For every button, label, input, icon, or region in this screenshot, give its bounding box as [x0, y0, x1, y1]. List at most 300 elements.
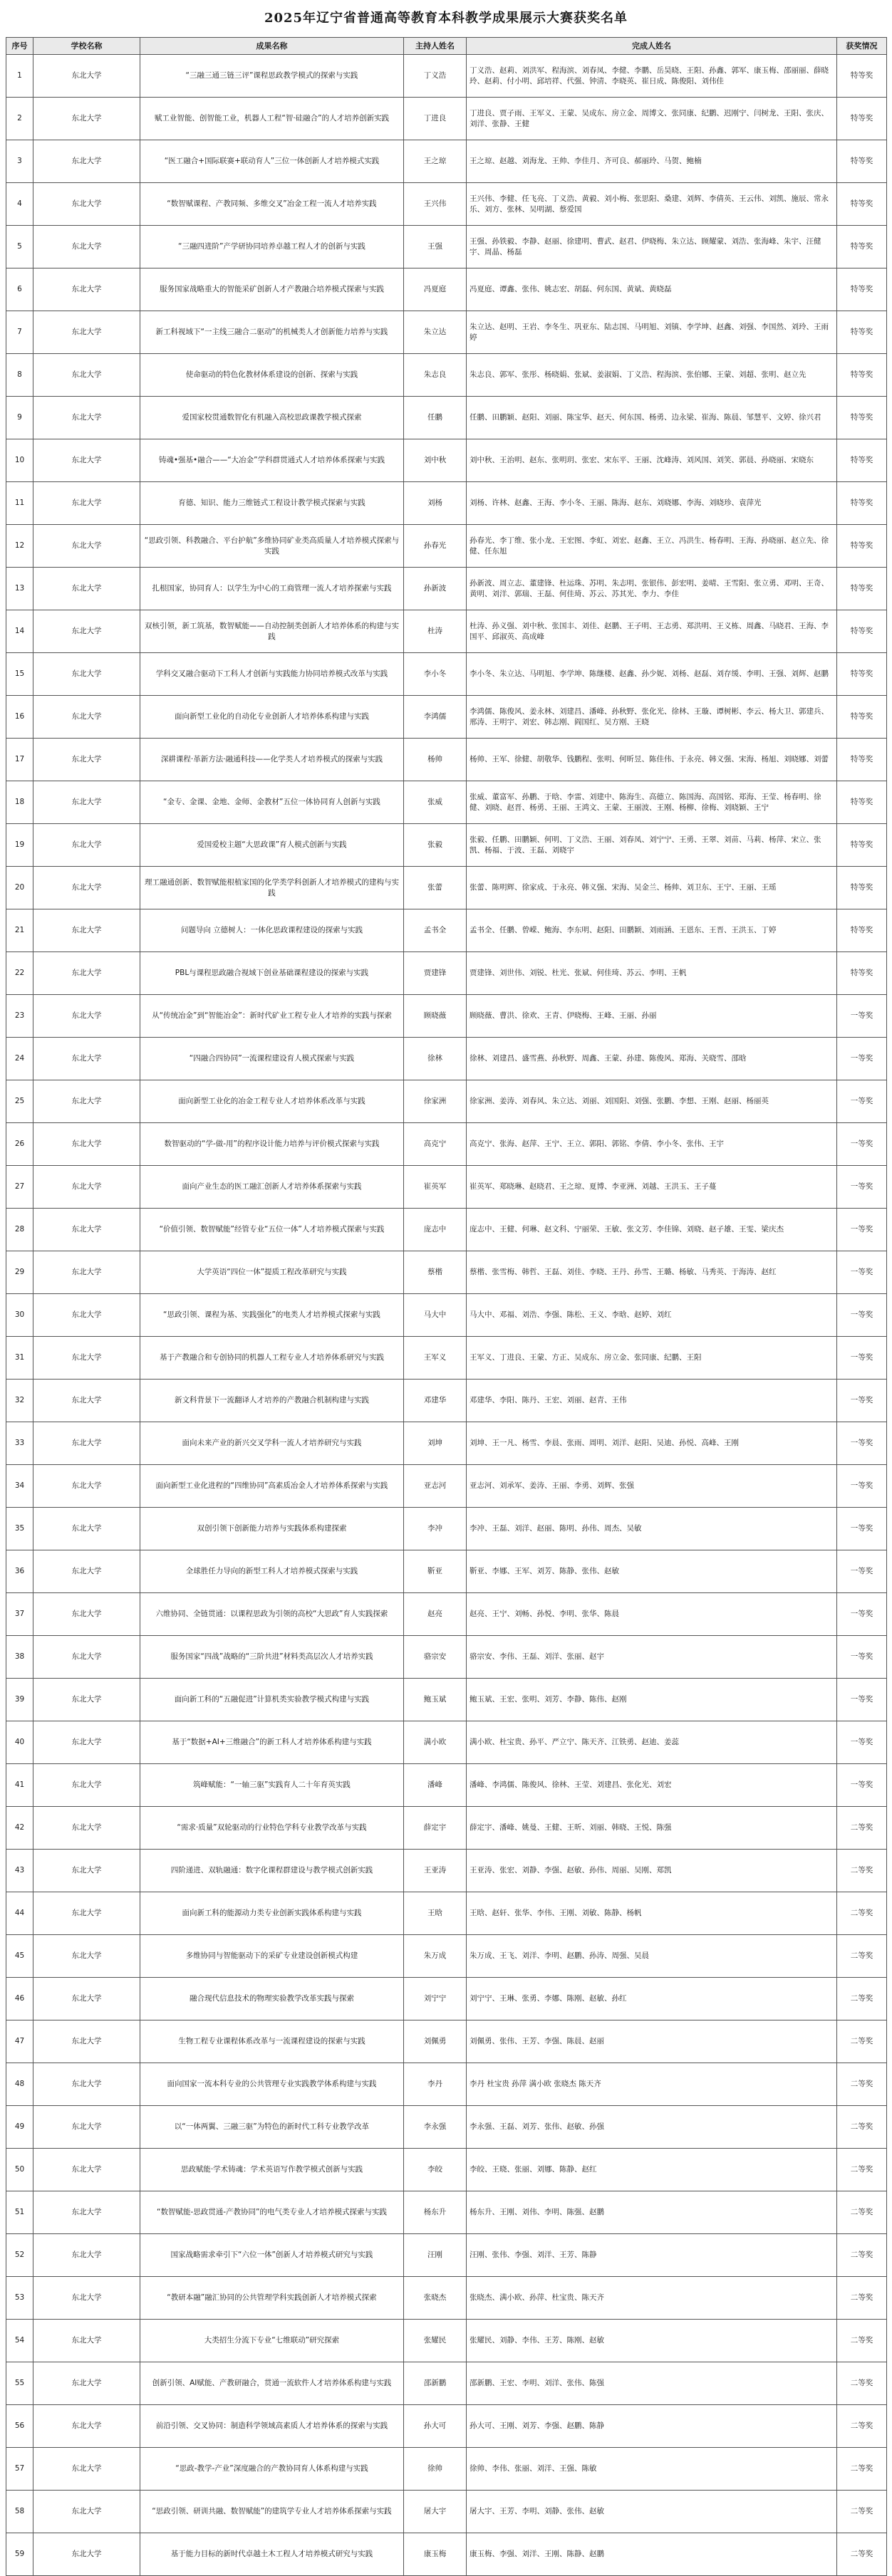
cell-school-name	[33, 739, 140, 781]
table-row	[6, 439, 887, 482]
table-row	[6, 739, 887, 781]
cell-row-number	[6, 1807, 33, 1850]
cell-school-name	[33, 1679, 140, 1721]
cell-member-names	[467, 2234, 837, 2277]
school-name: 东北大学	[71, 157, 102, 165]
award-level: 一等奖	[850, 1182, 873, 1191]
cell-school-name	[33, 482, 140, 525]
award-level: 一等奖	[850, 1011, 873, 1020]
member-names: 薛定宇、潘峰、姚曼、王健、王昕、刘丽、韩晓、王悦、陈强	[470, 1823, 672, 1832]
school-name: 东北大学	[71, 2208, 102, 2216]
member-names: 杨帅、王军、徐健、胡敬华、钱鹏程、张明、何昕昱、陈佳伟、于永亮、韩义强、宋海、杨旭、刘晓娜、刘蕾	[470, 755, 829, 763]
host-name: 赵亮	[427, 1610, 442, 1618]
award-level: 一等奖	[850, 1310, 873, 1319]
cell-achievement-title	[140, 2320, 404, 2362]
table-row	[6, 397, 887, 439]
award-level: 二等奖	[850, 2421, 873, 2430]
cell-host-name	[404, 1892, 467, 1935]
cell-school-name	[33, 1935, 140, 1978]
cell-achievement-title	[140, 1550, 404, 1593]
achievement-title: 基于“数据+AI+三维融合”的新工科人才培养体系构建与实践	[172, 1738, 372, 1746]
award-level: 特等奖	[850, 969, 873, 977]
row-number: 39	[14, 1695, 25, 1704]
cell-achievement-title	[140, 2362, 404, 2405]
cell-school-name	[33, 2491, 140, 2533]
column-header-no: 序号	[6, 38, 33, 55]
cell-school-name	[33, 1807, 140, 1850]
member-names: 徐帅、李伟、张丽、刘洋、王强、陈敏	[470, 2464, 597, 2473]
cell-row-number	[6, 696, 33, 739]
achievement-title: “三融四进阶”产学研协同培养卓越工程人才的创新与实践	[178, 242, 365, 251]
achievement-title: 服务国家“四战”战略的“三阶共进”材料类高层次人才培养实践	[170, 1652, 373, 1661]
cell-host-name	[404, 397, 467, 439]
table-row	[6, 2063, 887, 2106]
member-names: 刘坤、王一凡、杨雪、李晨、张雨、周明、刘洋、赵阳、吴迪、孙悦、高峰、王刚	[470, 1439, 739, 1447]
cell-award-level	[837, 1337, 887, 1380]
award-level: 特等奖	[850, 499, 873, 507]
award-level: 特等奖	[850, 242, 873, 251]
row-number: 14	[14, 627, 25, 635]
achievement-title: 基于能力目标的新时代卓越土木工程人才培养模式研究与实践	[170, 2550, 373, 2558]
cell-member-names	[467, 1422, 837, 1465]
member-names: 刘宁宁、王琳、张勇、李娜、陈刚、赵敏、孙红	[470, 1994, 627, 2003]
cell-host-name	[404, 867, 467, 909]
cell-achievement-title	[140, 268, 404, 311]
cell-host-name	[404, 2149, 467, 2191]
host-name: 张毅	[427, 840, 442, 849]
cell-award-level	[837, 2234, 887, 2277]
award-level: 特等奖	[850, 584, 873, 593]
award-level: 特等奖	[850, 627, 873, 635]
award-level: 特等奖	[850, 71, 873, 80]
host-name: 刘佩勇	[423, 2037, 447, 2045]
cell-host-name	[404, 2533, 467, 2576]
cell-member-names	[467, 2277, 837, 2320]
school-name: 东北大学	[71, 1140, 102, 1148]
row-number: 20	[14, 883, 25, 892]
achievement-title: 四阶递进、双轨融通：数字化课程群建设与教学模式创新实践	[170, 1866, 373, 1874]
cell-school-name	[33, 354, 140, 397]
cell-row-number	[6, 1721, 33, 1764]
row-number: 3	[17, 157, 22, 165]
cell-achievement-title	[140, 1935, 404, 1978]
cell-school-name	[33, 1636, 140, 1679]
table-row	[6, 824, 887, 867]
host-name: 徐帅	[427, 2464, 442, 2473]
school-name: 东北大学	[71, 798, 102, 806]
row-number: 48	[14, 2080, 25, 2088]
cell-host-name	[404, 1422, 467, 1465]
cell-award-level	[837, 1935, 887, 1978]
cell-row-number	[6, 2491, 33, 2533]
cell-achievement-title	[140, 1422, 404, 1465]
cell-award-level	[837, 268, 887, 311]
achievement-title: 创新引领、AI赋能、产教研融合，贯通一流软件人才培养体系构建与实践	[152, 2379, 392, 2387]
school-name: 东北大学	[71, 1567, 102, 1575]
cell-achievement-title	[140, 781, 404, 824]
award-level: 二等奖	[850, 2037, 873, 2045]
row-number: 11	[14, 499, 25, 507]
cell-school-name	[33, 1593, 140, 1636]
cell-member-names	[467, 268, 837, 311]
member-names: 杨东升、王刚、刘伟、李明、陈强、赵鹏	[470, 2208, 604, 2216]
cell-award-level	[837, 2362, 887, 2405]
award-level: 特等奖	[850, 798, 873, 806]
cell-achievement-title	[140, 2020, 404, 2063]
cell-member-names	[467, 995, 837, 1038]
host-name: 满小欧	[423, 1738, 447, 1746]
cell-school-name	[33, 2448, 140, 2491]
host-name: 高克宁	[423, 1140, 447, 1148]
cell-row-number	[6, 1294, 33, 1337]
cell-host-name	[404, 268, 467, 311]
achievement-title: 思政赋能·学术铸魂：学术英语写作教学模式创新与实践	[180, 2165, 363, 2174]
school-name: 东北大学	[71, 1268, 102, 1276]
cell-member-names	[467, 1508, 837, 1550]
table-row	[6, 653, 887, 696]
cell-member-names	[467, 1465, 837, 1508]
member-names: 刘佩勇、张伟、王芳、李强、陈晨、赵丽	[470, 2037, 604, 2045]
member-names: 张威、董富军、孙鹏、于晗、李雷、刘建中、陈海生、高德立、陈国海、高国铭、郑海、王莹、杨春明、徐健、刘晓、赵晋、杨勇、王丽、王鸿文、王蒙、王丽波、王刚、杨柳、徐梅、刘晓颖、王宁	[470, 792, 821, 812]
award-level: 二等奖	[850, 2251, 873, 2259]
cell-row-number	[6, 568, 33, 610]
award-level: 二等奖	[850, 2293, 873, 2302]
award-level: 二等奖	[850, 1909, 873, 1917]
cell-member-names	[467, 653, 837, 696]
cell-member-names	[467, 226, 837, 268]
host-name: 任鹏	[427, 413, 442, 422]
member-names: 满小欧、杜宝贵、孙平、严立宁、陈天齐、江铁勇、赵迪、姜蕊	[470, 1738, 679, 1746]
table-row	[6, 1807, 887, 1850]
cell-row-number	[6, 439, 33, 482]
achievement-title: “思政引领、研训共融、数智赋能”的建筑学专业人才培养体系探索与实践	[152, 2507, 392, 2515]
cell-row-number	[6, 525, 33, 568]
achievement-title: 融合现代信息技术的物理实验教学改革实践与探索	[190, 1994, 354, 2003]
achievement-title: 问题导向 立德树人：一体化思政课程建设的探索与实践	[180, 926, 363, 934]
member-names: 亚志河、刘承军、姜涛、王丽、李勇、刘辉、张强	[470, 1481, 634, 1490]
cell-member-names	[467, 1294, 837, 1337]
row-number: 40	[14, 1738, 25, 1746]
cell-host-name	[404, 2405, 467, 2448]
cell-member-names	[467, 1978, 837, 2020]
cell-award-level	[837, 439, 887, 482]
cell-achievement-title	[140, 2191, 404, 2234]
row-number: 35	[14, 1524, 25, 1533]
cell-school-name	[33, 696, 140, 739]
cell-row-number	[6, 2320, 33, 2362]
achievement-title: 面向未来产业的新兴交叉学科一流人才培养研究与实践	[182, 1439, 362, 1447]
cell-school-name	[33, 1038, 140, 1080]
table-row	[6, 2320, 887, 2362]
cell-school-name	[33, 1294, 140, 1337]
host-name: 杨帅	[427, 755, 442, 763]
award-level: 二等奖	[850, 2208, 873, 2216]
member-names: 崔英军、郑晓琳、赵晓君、王之琼、夏博、李亚洲、刘越、王洪玉、王子蔓	[470, 1182, 717, 1191]
cell-member-names	[467, 2063, 837, 2106]
cell-host-name	[404, 909, 467, 952]
table-row	[6, 1465, 887, 1508]
cell-row-number	[6, 482, 33, 525]
cell-school-name	[33, 1337, 140, 1380]
cell-award-level	[837, 2191, 887, 2234]
cell-host-name	[404, 1593, 467, 1636]
cell-row-number	[6, 397, 33, 439]
cell-school-name	[33, 1422, 140, 1465]
achievement-title: 多维协同与智能驱动下的采矿专业建设创新模式构建	[185, 1951, 358, 1960]
cell-host-name	[404, 1380, 467, 1422]
school-name: 东北大学	[71, 2464, 102, 2473]
cell-achievement-title	[140, 2149, 404, 2191]
member-names: 屠大宇、王芳、李明、刘静、张伟、赵敏	[470, 2507, 604, 2515]
cell-award-level	[837, 995, 887, 1038]
cell-row-number	[6, 1593, 33, 1636]
cell-achievement-title	[140, 952, 404, 995]
cell-member-names	[467, 824, 837, 867]
row-number: 42	[14, 1823, 25, 1832]
cell-member-names	[467, 1721, 837, 1764]
achievement-title: 双创引领下创新能力培养与实践体系构建探索	[197, 1524, 347, 1533]
award-level: 一等奖	[850, 1524, 873, 1533]
cell-member-names	[467, 1636, 837, 1679]
member-names: 李小冬、朱立达、马明旭、李学坤、陈继楼、赵鑫、孙少妮、刘杨、赵磊、刘存缓、李明、王强、刘辉、赵鹏	[470, 669, 829, 678]
award-level: 特等奖	[850, 328, 873, 336]
school-name: 东北大学	[71, 2507, 102, 2515]
cell-member-names	[467, 1892, 837, 1935]
cell-award-level	[837, 1636, 887, 1679]
achievement-title: 大学英语“四位一体”提质工程改革研究与实践	[197, 1268, 347, 1276]
row-number: 43	[14, 1866, 25, 1874]
row-number: 18	[14, 798, 25, 806]
achievement-title: 六维协同、全链贯通：以课程思政为引领的高校“大思政”育人实践探索	[155, 1610, 388, 1618]
award-level: 一等奖	[850, 1225, 873, 1234]
cell-row-number	[6, 867, 33, 909]
cell-member-names	[467, 2448, 837, 2491]
school-name: 东北大学	[71, 242, 102, 251]
cell-award-level	[837, 140, 887, 183]
table-row	[6, 1721, 887, 1764]
cell-achievement-title	[140, 140, 404, 183]
school-name: 东北大学	[71, 328, 102, 336]
row-number: 23	[14, 1011, 25, 1020]
cell-member-names	[467, 2362, 837, 2405]
cell-member-names	[467, 1935, 837, 1978]
row-number: 29	[14, 1268, 25, 1276]
host-name: 张威	[427, 798, 442, 806]
cell-host-name	[404, 2362, 467, 2405]
cell-school-name	[33, 824, 140, 867]
achievement-title: 面向新型工业化的自动化专业创新人才培养体系构建与实践	[175, 712, 369, 721]
cell-achievement-title	[140, 439, 404, 482]
document-title: 2025年辽宁省普通高等教育本科教学成果展示大赛获奖名单	[264, 11, 628, 26]
host-name: 徐林	[427, 1054, 442, 1063]
cell-achievement-title	[140, 610, 404, 653]
cell-achievement-title	[140, 1593, 404, 1636]
cell-achievement-title	[140, 525, 404, 568]
award-level: 一等奖	[850, 1481, 873, 1490]
award-level: 一等奖	[850, 1268, 873, 1276]
host-name: 王亚涛	[423, 1866, 447, 1874]
achievement-title: 面向新型工业化的冶金工程专业人才培养体系改革与实践	[178, 1097, 365, 1105]
achievement-title: “思政引领、课程为基、实践强化”的电类人才培养模式探索与实践	[163, 1310, 380, 1319]
school-name: 东北大学	[71, 456, 102, 464]
achievement-title: 爱国爱校主题“大思政课”育人模式创新与实践	[197, 840, 347, 849]
cell-row-number	[6, 2448, 33, 2491]
row-number: 52	[14, 2251, 25, 2259]
host-name: 鲍玉斌	[423, 1695, 447, 1704]
cell-row-number	[6, 1935, 33, 1978]
award-level: 特等奖	[850, 199, 873, 208]
achievement-title: 新工科视域下“一主线三融合二驱动”的机械类人才创新能力培养与实践	[155, 328, 388, 336]
host-name: 李鸿儒	[423, 712, 447, 721]
cell-award-level	[837, 525, 887, 568]
host-name: 孙新波	[423, 584, 447, 593]
host-name: 贾建锋	[423, 969, 447, 977]
cell-award-level	[837, 952, 887, 995]
member-names: 蔡楷、张雪梅、韩哲、王磊、刘佳、李晓、王丹、孙雪、王璐、杨敏、马秀英、于海涛、赵红	[470, 1268, 777, 1276]
host-name: 孙春光	[423, 541, 447, 550]
table-row	[6, 525, 887, 568]
cell-award-level	[837, 1422, 887, 1465]
host-name: 朱志良	[423, 370, 447, 379]
row-number: 26	[14, 1140, 25, 1148]
cell-row-number	[6, 2106, 33, 2149]
award-level: 一等奖	[850, 1610, 873, 1618]
table-row	[6, 2234, 887, 2277]
member-names: 朱立达、赵明、王岩、李冬生、巩亚东、陆志国、马明旭、刘镇、李学坤、赵鑫、刘强、李国然、刘玲、王雨婷	[470, 322, 829, 342]
host-name: 王强	[427, 242, 442, 251]
table-row	[6, 1850, 887, 1892]
award-level: 特等奖	[850, 285, 873, 293]
host-name: 张蕾	[427, 883, 442, 892]
cell-host-name	[404, 2020, 467, 2063]
cell-school-name	[33, 1080, 140, 1123]
cell-award-level	[837, 2320, 887, 2362]
cell-achievement-title	[140, 2533, 404, 2576]
row-number: 9	[17, 413, 22, 422]
cell-member-names	[467, 1380, 837, 1422]
award-level: 特等奖	[850, 114, 873, 122]
cell-row-number	[6, 1166, 33, 1209]
cell-award-level	[837, 1764, 887, 1807]
cell-award-level	[837, 1508, 887, 1550]
member-names: 潘峰、李鸿儒、陈俊风、徐林、王莹、刘建昌、张化光、刘宏	[470, 1780, 672, 1789]
school-name: 东北大学	[71, 1054, 102, 1063]
school-name: 东北大学	[71, 2550, 102, 2558]
school-name: 东北大学	[71, 199, 102, 208]
cell-host-name	[404, 653, 467, 696]
achievement-title: 深耕课程·革新方法·融通科技——化学类人才培养模式的探索与实践	[160, 755, 383, 763]
table-row	[6, 1679, 887, 1721]
award-table	[6, 37, 887, 2576]
cell-award-level	[837, 1978, 887, 2020]
school-name: 东北大学	[71, 1695, 102, 1704]
row-number: 44	[14, 1909, 25, 1917]
school-name: 东北大学	[71, 1439, 102, 1447]
cell-host-name	[404, 1679, 467, 1721]
host-name: 康玉梅	[423, 2550, 447, 2558]
school-name: 东北大学	[71, 1481, 102, 1490]
award-level: 特等奖	[850, 755, 873, 763]
row-number: 36	[14, 1567, 25, 1575]
cell-member-names	[467, 1679, 837, 1721]
school-name: 东北大学	[71, 413, 102, 422]
table-row	[6, 1166, 887, 1209]
cell-award-level	[837, 397, 887, 439]
table-row	[6, 2448, 887, 2491]
cell-achievement-title	[140, 1850, 404, 1892]
cell-host-name	[404, 1807, 467, 1850]
cell-achievement-title	[140, 2063, 404, 2106]
award-level: 特等奖	[850, 712, 873, 721]
cell-host-name	[404, 183, 467, 226]
achievement-title: “数智赋课程、产教同频、多维交叉”冶金工程一流人才培养实践	[167, 199, 377, 208]
column-header-members: 完成人姓名	[467, 38, 837, 55]
cell-school-name	[33, 98, 140, 140]
cell-achievement-title	[140, 311, 404, 354]
cell-award-level	[837, 1892, 887, 1935]
achievement-title: 面向新工科的能源动力类专业创新实践体系构建与实践	[182, 1909, 362, 1917]
award-level: 特等奖	[850, 157, 873, 165]
member-names: 冯夏庭、谭鑫、张伟、姚志宏、胡磊、何东国、黄斌、黄晓磊	[470, 285, 672, 293]
member-names: 丁进良、贾子雨、王军义、王蒙、吴成东、房立金、周博文、张同康、纪鹏、迟刚宁、闫树龙、王阳、张庆、刘洋、张静、王健	[470, 108, 829, 128]
row-number: 53	[14, 2293, 25, 2302]
cell-row-number	[6, 1123, 33, 1166]
table-row	[6, 2362, 887, 2405]
row-number: 34	[14, 1481, 25, 1490]
cell-school-name	[33, 2106, 140, 2149]
cell-host-name	[404, 2191, 467, 2234]
member-names: 王兴伟、李健、任飞亮、丁义浩、黄毅、刘小梅、张思阳、桑建、刘辉、李倩英、王云伟、刘凯、施辰、常永乐、刘方、张林、吴明湖、蔡爱国	[470, 194, 829, 214]
school-name: 东北大学	[71, 1182, 102, 1191]
table-row	[6, 98, 887, 140]
cell-school-name	[33, 2362, 140, 2405]
host-name: 潘峰	[427, 1780, 442, 1789]
school-name: 东北大学	[71, 1097, 102, 1105]
table-row	[6, 1294, 887, 1337]
cell-host-name	[404, 98, 467, 140]
table-row	[6, 1422, 887, 1465]
achievement-title: “思政-教学-产业”深度融合的产教协同育人体系构建与实践	[175, 2464, 368, 2473]
cell-school-name	[33, 1892, 140, 1935]
cell-row-number	[6, 739, 33, 781]
row-number: 21	[14, 926, 25, 934]
row-number: 31	[14, 1353, 25, 1362]
cell-achievement-title	[140, 739, 404, 781]
cell-host-name	[404, 55, 467, 98]
cell-host-name	[404, 824, 467, 867]
row-number: 13	[14, 584, 25, 593]
host-name: 王兴伟	[423, 199, 447, 208]
achievement-title: “需求·质量”双轮驱动的行业特色学科专业教学改革与实践	[177, 1823, 367, 1832]
school-name: 东北大学	[71, 2251, 102, 2259]
table-row	[6, 2277, 887, 2320]
table-row	[6, 1080, 887, 1123]
cell-member-names	[467, 1550, 837, 1593]
column-header-title: 成果名称	[140, 38, 404, 55]
cell-achievement-title	[140, 1679, 404, 1721]
cell-host-name	[404, 2448, 467, 2491]
cell-member-names	[467, 696, 837, 739]
cell-row-number	[6, 226, 33, 268]
host-name: 李丹	[427, 2080, 442, 2088]
cell-school-name	[33, 1251, 140, 1294]
cell-row-number	[6, 1636, 33, 1679]
cell-row-number	[6, 2149, 33, 2191]
host-name: 李皎	[427, 2165, 442, 2174]
member-names: 李丹 杜宝贵 孙萍 满小欧 张晓杰 陈天齐	[470, 2080, 601, 2088]
achievement-title: 使命驱动的特色化教材体系建设的创新、探索与实践	[185, 370, 358, 379]
award-level: 特等奖	[850, 669, 873, 678]
